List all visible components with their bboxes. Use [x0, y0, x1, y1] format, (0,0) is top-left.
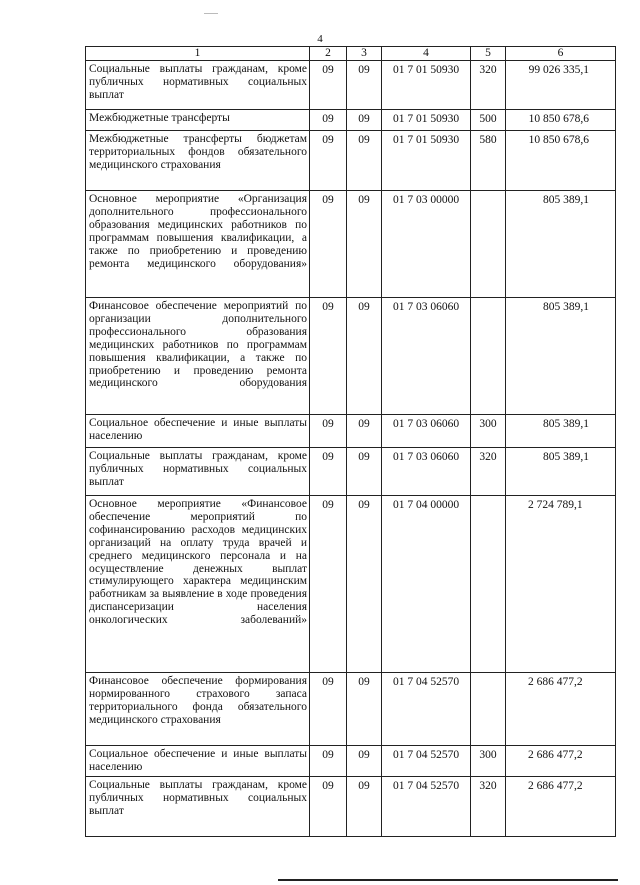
table-row — [86, 191, 616, 298]
row-section: 09 — [310, 448, 347, 496]
row-name: Финансовое обеспечение мероприятий по организации дополнительного профессионального образования медицинских работников по программам повышения квалификации, а также по приобретению и проведению ремонта медицинского оборудования — [86, 298, 310, 415]
row-subsection: 09 — [347, 777, 382, 837]
row-amount: 10 850 678,6 — [506, 110, 616, 131]
row-section: 09 — [310, 673, 347, 746]
row-amount: 10 850 678,6 — [506, 131, 616, 191]
table-row — [86, 496, 616, 673]
row-target-article: 01 7 03 00000 — [382, 191, 471, 298]
row-subsection: 09 — [347, 131, 382, 191]
row-section: 09 — [310, 415, 347, 448]
header-row — [86, 47, 616, 61]
row-section: 09 — [310, 298, 347, 415]
row-expense-type: 320 — [471, 448, 506, 496]
row-target-article: 01 7 04 00000 — [382, 496, 471, 673]
header-cell-section: 2 — [310, 47, 347, 61]
row-name: Основное мероприятие «Финансовое обеспечение мероприятий по софинансированию расходов медицинских организаций на оплату труда врачей и среднего медицинского персонала и на осуществление денежных выплат стимулирующего характера медицинским работникам за выявление в ходе проведения диспансеризации населения онкологических заболеваний» — [86, 496, 310, 673]
row-target-article: 01 7 01 50930 — [382, 110, 471, 131]
row-target-article: 01 7 04 52570 — [382, 673, 471, 746]
row-target-article: 01 7 03 06060 — [382, 415, 471, 448]
budget-table — [85, 46, 616, 837]
row-name: Социальные выплаты гражданам, кроме публичных нормативных социальных выплат — [86, 448, 310, 496]
row-subsection: 09 — [347, 110, 382, 131]
row-section: 09 — [310, 777, 347, 837]
row-amount: 805 389,1 — [506, 415, 616, 448]
scan-speck — [204, 13, 218, 14]
row-amount: 2 686 477,2 — [506, 777, 616, 837]
page-number: 4 — [317, 33, 323, 45]
row-expense-type: 300 — [471, 415, 506, 448]
row-target-article: 01 7 03 06060 — [382, 298, 471, 415]
row-subsection: 09 — [347, 673, 382, 746]
row-section: 09 — [310, 110, 347, 131]
row-amount: 805 389,1 — [506, 448, 616, 496]
row-subsection: 09 — [347, 448, 382, 496]
table-row — [86, 61, 616, 110]
row-name: Социальное обеспечение и иные выплаты населению — [86, 746, 310, 777]
table-row — [86, 415, 616, 448]
table-row — [86, 777, 616, 837]
row-amount: 2 686 477,2 — [506, 746, 616, 777]
row-section: 09 — [310, 191, 347, 298]
row-name: Межбюджетные трансферты — [86, 110, 310, 131]
row-expense-type: 580 — [471, 131, 506, 191]
row-name: Социальные выплаты гражданам, кроме публичных нормативных социальных выплат — [86, 61, 310, 110]
bottom-edge-rule — [278, 879, 618, 881]
row-expense-type — [471, 298, 506, 415]
row-target-article: 01 7 03 06060 — [382, 448, 471, 496]
row-target-article: 01 7 04 52570 — [382, 746, 471, 777]
row-section: 09 — [310, 746, 347, 777]
row-subsection: 09 — [347, 61, 382, 110]
row-amount: 2 686 477,2 — [506, 673, 616, 746]
row-expense-type — [471, 673, 506, 746]
row-target-article: 01 7 01 50930 — [382, 61, 471, 110]
table-row — [86, 131, 616, 191]
header-cell-amount: 6 — [506, 47, 616, 61]
row-name: Межбюджетные трансферты бюджетам территориальных фондов обязательного медицинского страхования — [86, 131, 310, 191]
row-name: Социальное обеспечение и иные выплаты населению — [86, 415, 310, 448]
row-expense-type: 320 — [471, 777, 506, 837]
row-target-article: 01 7 01 50930 — [382, 131, 471, 191]
row-subsection: 09 — [347, 191, 382, 298]
row-name: Финансовое обеспечение формирования нормированного страхового запаса территориального фонда обязательного медицинского страхования — [86, 673, 310, 746]
table-row — [86, 110, 616, 131]
row-subsection: 09 — [347, 415, 382, 448]
row-subsection: 09 — [347, 746, 382, 777]
row-amount: 805 389,1 — [506, 298, 616, 415]
row-name: Социальные выплаты гражданам, кроме публичных нормативных социальных выплат — [86, 777, 310, 837]
row-subsection: 09 — [347, 298, 382, 415]
row-expense-type: 300 — [471, 746, 506, 777]
table-row — [86, 746, 616, 777]
table-row — [86, 298, 616, 415]
row-expense-type — [471, 191, 506, 298]
row-section: 09 — [310, 131, 347, 191]
header-cell-target-article: 4 — [382, 47, 471, 61]
row-section: 09 — [310, 496, 347, 673]
row-section: 09 — [310, 61, 347, 110]
header-cell-name: 1 — [86, 47, 310, 61]
table-row — [86, 673, 616, 746]
table-row — [86, 448, 616, 496]
header-cell-expense-type: 5 — [471, 47, 506, 61]
row-expense-type: 320 — [471, 61, 506, 110]
row-expense-type — [471, 496, 506, 673]
row-subsection: 09 — [347, 496, 382, 673]
header-cell-subsection: 3 — [347, 47, 382, 61]
row-name: Основное мероприятие «Организация дополнительного профессионального образования медицинских работников по программам повышения квалификации, а также по приобретению и проведению ремонта медицинского оборудования» — [86, 191, 310, 298]
row-amount: 805 389,1 — [506, 191, 616, 298]
row-amount: 99 026 335,1 — [506, 61, 616, 110]
row-target-article: 01 7 04 52570 — [382, 777, 471, 837]
row-amount: 2 724 789,1 — [506, 496, 616, 673]
row-expense-type: 500 — [471, 110, 506, 131]
